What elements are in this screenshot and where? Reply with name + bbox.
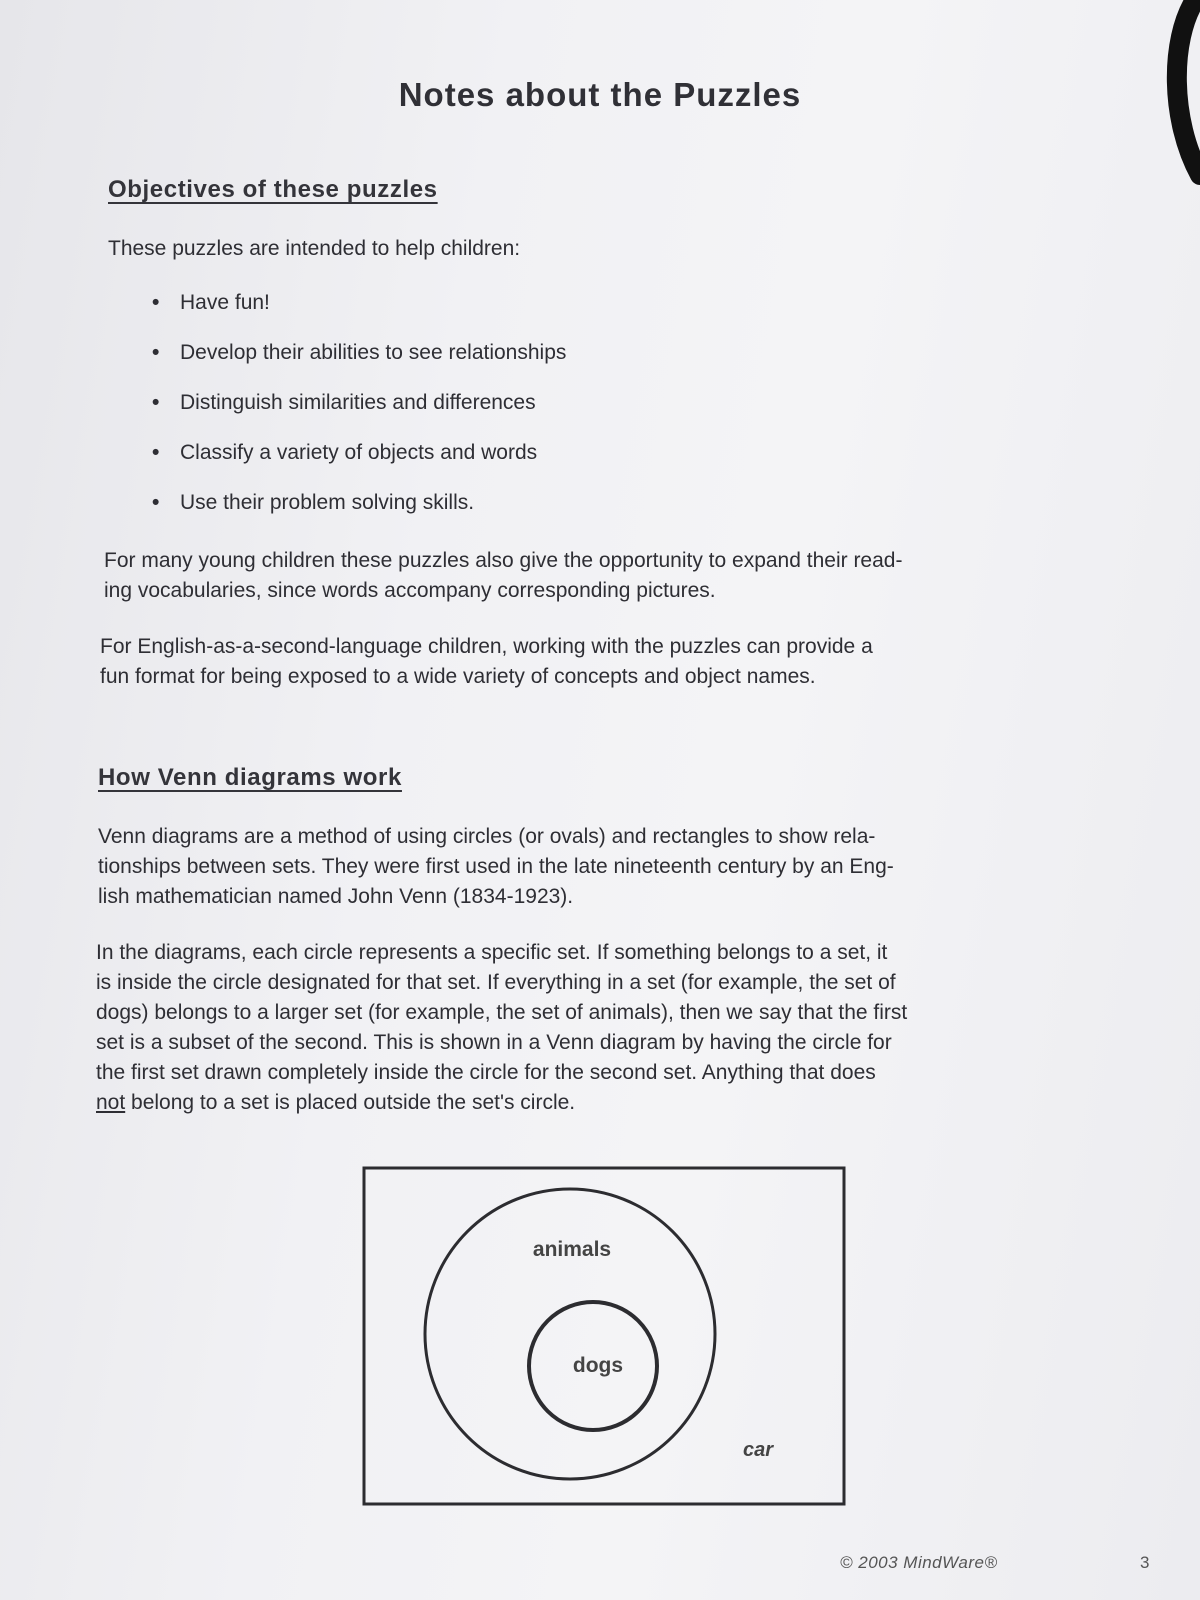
esl-paragraph: For English-as-a-second-language children, working with the puzzles can provide a fun format for being exposed to a wide variety of concepts and object names. <box>100 635 873 688</box>
venn-diagram-svg <box>362 1166 846 1506</box>
objectives-heading: Objectives of these puzzles <box>108 176 438 203</box>
page-number: 3 <box>1140 1553 1150 1572</box>
bullet-icon: • <box>152 391 160 414</box>
emphasis-not: not <box>96 1091 126 1114</box>
bullet-icon: • <box>152 441 160 464</box>
venn-diagram <box>362 1166 846 1506</box>
bullet-icon: • <box>152 491 160 514</box>
animals-circle <box>425 1189 715 1479</box>
venn-intro-paragraph: Venn diagrams are a method of using circles (or ovals) and rectangles to show rela- tionships between sets. They were first used in the late nineteenth century by an Eng- lish mathematician named John Venn (1834-1923). <box>98 825 894 908</box>
objectives-intro: These puzzles are intended to help children: <box>108 237 521 260</box>
list-item: • Distinguish similarities and differences <box>152 388 566 438</box>
copyright-footer: © 2003 MindWare® <box>840 1553 998 1572</box>
list-item: • Develop their abilities to see relationships <box>152 338 566 388</box>
objectives-list <box>152 288 566 538</box>
bullet-icon: • <box>152 341 160 364</box>
animals-label: animals <box>532 1238 612 1261</box>
dogs-label: dogs <box>572 1354 624 1377</box>
list-item: • Use their problem solving skills. <box>152 488 566 538</box>
bullet-icon: • <box>152 291 160 314</box>
car-label: car <box>742 1439 774 1461</box>
venn-heading: How Venn diagrams work <box>98 764 402 791</box>
page-title: Notes about the Puzzles <box>398 76 802 113</box>
list-item: • Have fun! <box>152 288 566 338</box>
vocabulary-paragraph: For many young children these puzzles also give the opportunity to expand their read- ing vocabularies, since words accompany corresponding pictures. <box>104 549 903 602</box>
venn-explanation-paragraph: In the diagrams, each circle represents a specific set. If something belongs to a set, it is inside the circle designated for that set. If everything in a set (for example, the set of dogs) belongs to a larger set (for example, the set of animals), then we say that the first set is a subset of the second. This is shown in a Venn diagram by having the circle for the first set drawn completely inside the circle for the second set. Anything that does not belong to a set is placed outside the set's circle. <box>96 941 908 1114</box>
list-item: • Classify a variety of objects and words <box>152 438 566 488</box>
